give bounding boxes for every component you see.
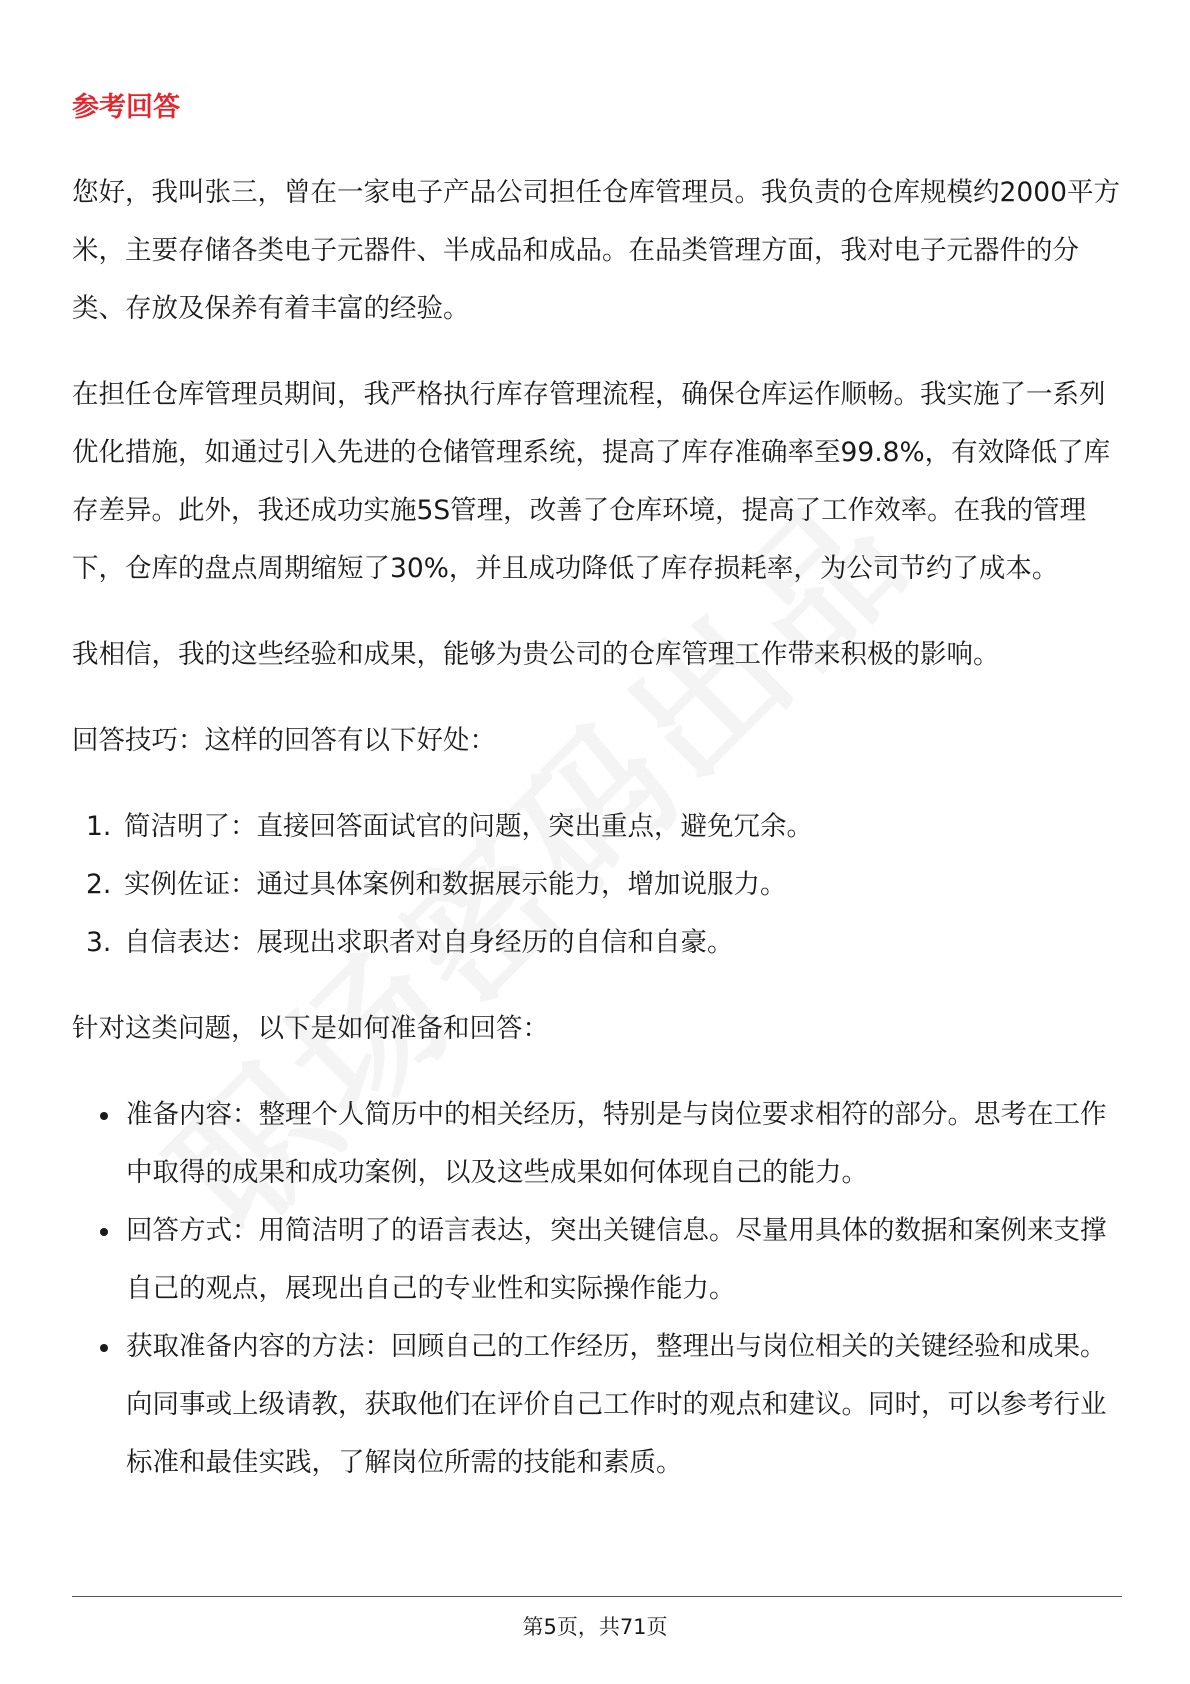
list-number: 1. xyxy=(86,811,112,842)
list-item xyxy=(72,856,1122,914)
page-number: 第5页，共71页 xyxy=(522,1615,668,1639)
list-item-text: 准备内容：整理个人简历中的相关经历，特别是与岗位要求相符的部分。思考在工作中取得的成果和成功案例，以及这些成果如何体现自己的能力。 xyxy=(126,1099,1107,1188)
list-item xyxy=(72,798,1122,856)
list-number: 3. xyxy=(86,927,112,958)
list-item xyxy=(72,1202,1122,1318)
footer-divider xyxy=(72,1596,1122,1597)
list-item xyxy=(72,1318,1122,1492)
list-item-text: 简洁明了：直接回答面试官的问题，突出重点，避免冗余。 xyxy=(124,811,813,842)
prep-intro: 针对这类问题，以下是如何准备和回答： xyxy=(72,1013,549,1044)
list-number: 2. xyxy=(86,869,112,900)
list-item-text: 自信表达：展现出求职者对自身经历的自信和自豪。 xyxy=(124,927,734,958)
document-content xyxy=(72,88,1122,1492)
tips-list xyxy=(72,798,1122,972)
bullet-icon xyxy=(72,1318,126,1492)
answer-paragraph-3: 我相信，我的这些经验和成果，能够为贵公司的仓库管理工作带来积极的影响。 xyxy=(72,639,1000,670)
list-item xyxy=(72,914,1122,972)
bullet-icon xyxy=(72,1202,126,1318)
section-title: 参考回答 xyxy=(72,92,180,123)
answer-paragraph-2: 在担任仓库管理员期间，我严格执行库存管理流程，确保仓库运作顺畅。我实施了一系列优化措施，如通过引入先进的仓储管理系统，提高了库存准确率至99.8%，有效降低了库存差异。此外，我还成功实施5S管理，改善了仓库环境，提高了工作效率。在我的管理下，仓库的盘点周期缩短了30%，并且成功降低了库存损耗率，为公司节约了成本。 xyxy=(72,379,1111,584)
list-item xyxy=(72,1086,1122,1202)
answer-paragraph-1: 您好，我叫张三，曾在一家电子产品公司担任仓库管理员。我负责的仓库规模约2000平方米，主要存储各类电子元器件、半成品和成品。在品类管理方面，我对电子元器件的分类、存放及保养有着丰富的经验。 xyxy=(72,177,1120,324)
list-item-text: 获取准备内容的方法：回顾自己的工作经历，整理出与岗位相关的关键经验和成果。向同事或上级请教，获取他们在评价自己工作时的观点和建议。同时，可以参考行业标准和最佳实践，了解岗位所需的技能和素质。 xyxy=(126,1331,1107,1478)
tips-intro: 回答技巧：这样的回答有以下好处： xyxy=(72,725,496,756)
list-item-text: 实例佐证：通过具体案例和数据展示能力，增加说服力。 xyxy=(124,869,787,900)
prep-list xyxy=(72,1086,1122,1492)
list-item-text: 回答方式：用简洁明了的语言表达，突出关键信息。尽量用具体的数据和案例来支撑自己的观点，展现出自己的专业性和实际操作能力。 xyxy=(126,1215,1107,1304)
bullet-icon xyxy=(72,1086,126,1202)
